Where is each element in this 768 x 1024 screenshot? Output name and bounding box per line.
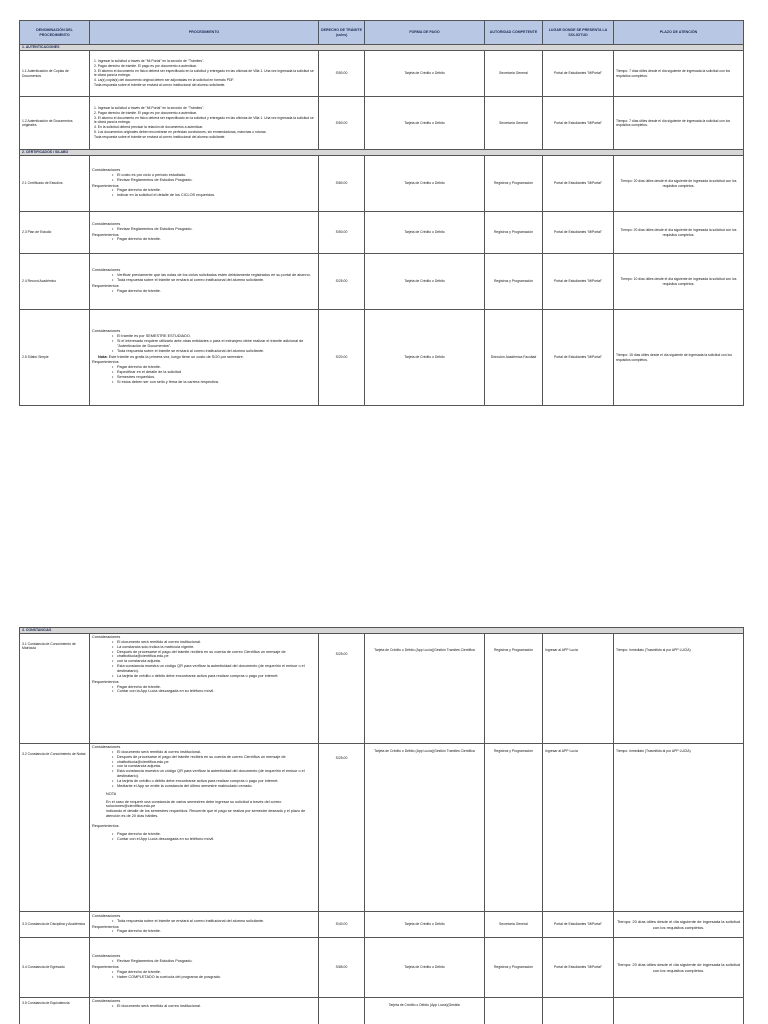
table-row (20, 156, 744, 212)
consideration-item: • Toda respuesta sobre el trámite se enviará al correo institucional del alumno solicitante. (117, 349, 316, 354)
fee-cell: S/20.00 (319, 310, 365, 406)
consideration-item: • El documento será remitido al correo institucional. (117, 750, 316, 755)
nota-text: En el caso de requerir una constancia de varios semestres debe ingresar su solicitud a través del correo (106, 799, 282, 804)
table-row (20, 51, 744, 97)
note-label: Nota: (98, 354, 108, 359)
header-deadline: PLAZO DE ATENCIÓN (614, 21, 744, 45)
consideration-item: • La constancia solo indica la matrícula vigente. (117, 645, 316, 650)
payment-cell: Tarjeta de Crédito o Débito (365, 310, 485, 406)
requirements-label: Requerimientos (92, 824, 119, 829)
place-cell: Portal de Estudiantes "MiPortal" (543, 938, 614, 998)
authority-cell: Registros y Programación (485, 254, 543, 310)
table-row (20, 310, 744, 406)
requirement-item: • Haber COMPLETADO la currícula del programa de posgrado. (117, 975, 316, 980)
authority-cell: Dirección Académica Facultad (485, 310, 543, 406)
section-1-title: 1. AUTENTICACIONES (20, 45, 744, 51)
procedure-details (90, 310, 319, 406)
fee-cell: S/25.00 (319, 634, 365, 744)
consideration-item: • Revisar Reglamentos de Estudios Posgrado. (117, 227, 316, 232)
requirement-item: • Especificar en el detalle de la solicitud (117, 370, 316, 375)
considerations-label: Consideraciones (92, 221, 121, 226)
procedure-steps (90, 51, 319, 97)
place-cell: Portal de Estudiantes "MiPortal" (543, 51, 614, 97)
header-procedure: PROCEDIMIENTO (90, 21, 319, 45)
place-cell: Ingresar al APP Lucía (543, 634, 614, 744)
note (98, 355, 316, 360)
considerations-label: Consideraciones (92, 954, 121, 959)
requirements-label: Requerimientos (92, 183, 119, 188)
requirements-label: Requerimientos (92, 360, 119, 365)
header-row (20, 21, 744, 45)
procedure-name: 2.1 Certificado de Estudios (20, 156, 90, 212)
table-row (20, 912, 744, 938)
consideration-item: • Después de procesarse el pago del trámite recibirá en su cuenta de correo Científica un mensaje de (117, 650, 316, 655)
consideration-item: • Después de procesarse el pago del trámite recibirá en su cuenta de correo Científica un mensaje de (117, 755, 316, 760)
procedure-name: 3.3 Constancia de Disciplina y Académica (20, 912, 90, 938)
consideration-item: • Toda respuesta sobre el trámite se enviará al correo institucional del alumno solicitante. (117, 919, 316, 924)
procedure-details (90, 912, 319, 938)
deadline-cell: Tiempo: 20 días útiles desde el día siguiente de ingresada la solicitud con los requisitos completos. (614, 912, 744, 938)
requirement-item: • Indicar en la solicitud el detalle de los CICLOS requeridos. (117, 193, 316, 198)
consideration-item: • Mediante el App se emite la constancia del último semestre matriculado cerrado. (117, 784, 316, 789)
nota-block (106, 792, 316, 819)
page-2 (0, 600, 768, 1024)
deadline-cell: Tiempo: 7 días útiles desde el día siguiente de ingresada la solicitud con los requisitos completos. (614, 97, 744, 150)
place-cell: Portal de Estudiantes "MiPortal" (543, 254, 614, 310)
payment-cell: Tarjeta de Crédito o Débito (365, 97, 485, 150)
requirement-item: • Contar con la App Lucía descargada en su teléfono móvil. (117, 689, 316, 694)
requirement-item: • Pagar derecho de trámite. (117, 289, 316, 294)
nota-title: NOTA (106, 791, 117, 796)
requirement-item: • Semestres requeridos. (117, 375, 316, 380)
procedures-table-page-1 (19, 20, 744, 406)
requirements-label: Requerimientos (92, 283, 119, 288)
deadline-cell: Tiempo: Inmediato (Trasmitido al por APP LUCÍA) (614, 744, 744, 912)
deadline-cell: Tiempo: 10 días útiles desde el día siguiente de ingresada la solicitud con los requisitos completos. (614, 254, 744, 310)
nota-text-2: indicando el detalle de los semestres requeridos. Recuerde que el pago se realiza por semestre deseado y el plazo de atención es de 20 días hábiles. (106, 809, 306, 819)
fee-cell: S/25.00 (319, 744, 365, 912)
fee-cell (319, 998, 365, 1024)
consideration-item: • con la constancia adjunta. (117, 659, 316, 664)
requirement-item: • Pagar derecho de trámite. (117, 929, 316, 934)
requirement-item: • Contar con el App Lucía descargada en su teléfono móvil. (117, 837, 316, 842)
authority-cell: Secretaría General (485, 51, 543, 97)
table-row (20, 744, 744, 912)
consideration-item: • Revisar Reglamentos de Estudios Posgrado. (117, 959, 316, 964)
procedure-name: 1.1 Autenticación de Copias de Documentos (20, 51, 90, 97)
consideration-item: • Esta constancia muestra un código QR para verificar la autenticidad del documento (de requerirlo el emisor o el destinatario). (117, 664, 316, 674)
place-cell: Portal de Estudiantes "MiPortal" (543, 97, 614, 150)
procedure-details (90, 938, 319, 998)
deadline-cell: Tiempo: 20 días útiles desde el día siguiente de ingresada la solicitud con los requisitos completos. (614, 938, 744, 998)
procedure-name: 2.4 Record Académico (20, 254, 90, 310)
payment-cell: Tarjeta de Crédito o Débito (365, 254, 485, 310)
note-text: Este trámite es gratis la primera vez, luego tiene un costo de S/20 por semestre. (108, 354, 244, 359)
deadline-cell: Tiempo: 20 días útiles desde el día siguiente de ingresada la solicitud con los requisitos completos. (614, 212, 744, 254)
authority-cell: Registros y Programación (485, 938, 543, 998)
consideration-item: • El documento será remitido al correo institucional. (117, 1004, 316, 1009)
table-row (20, 97, 744, 150)
procedure-name: 3.4 Constancia de Egresado (20, 938, 90, 998)
deadline-cell: Tiempo: 7 días útiles desde el día siguiente de ingresada la solicitud con los requisitos completos. (614, 51, 744, 97)
considerations-label: Consideraciones (92, 268, 121, 273)
deadline-cell: Tiempo: 15 días útiles desde el día siguiente de ingresada la solicitud con los requisitos completos. (614, 310, 744, 406)
payment-cell: Tarjeta de Crédito o Débito (365, 51, 485, 97)
step: 4. En la solicitud deberá precisar la relación de documentos a autenticar. (94, 125, 204, 130)
place-cell (543, 998, 614, 1024)
step: 5. Los documentos originales deben encontrarse en perfectas condiciones, sin enmendaduras, manchas o roturas. (94, 130, 267, 135)
authority-cell: Secretaría General (485, 97, 543, 150)
fee-cell: S/25.00 (319, 254, 365, 310)
procedure-steps (90, 97, 319, 150)
consideration-item: • El costo es por ciclo o periodo estudiado. (117, 173, 316, 178)
consideration-item: • con la constancia adjunta. (117, 764, 316, 769)
considerations-label: Consideraciones (92, 745, 121, 749)
requirements-label: Requerimientos (92, 924, 119, 929)
place-cell: Portal de Estudiantes "MiPortal" (543, 212, 614, 254)
payment-cell: Tarjeta de Crédito o Débito (365, 156, 485, 212)
payment-cell: Tarjeta de Crédito o Débito (App Lucía)(Gestión Tramites Científica (365, 634, 485, 744)
deadline-cell: Tiempo: 20 días útiles desde el día siguiente de ingresada la solicitud con los requisitos completos. (614, 156, 744, 212)
authority-cell: Registros y Programación (485, 634, 543, 744)
step: 1. Ingresar la solicitud a través de "Mi Portal" en la sección de "Trámites". (94, 58, 205, 63)
step: Toda respuesta sobre el trámite se enviará al correo institucional del alumno solicitante. (94, 83, 226, 88)
procedure-details (90, 634, 319, 744)
consideration-item: • Esta constancia muestra un código QR para verificar la autenticidad del documento (de requerirlo el emisor o el destinatario). (117, 769, 316, 779)
consideration-item: • Toda respuesta sobre el trámite se enviará al correo institucional del alumno solicitante. (117, 278, 316, 283)
section-3-title: 3. CONSTANCIAS (20, 628, 744, 634)
header-name: DENOMINACIÓN DEL PROCEDIMIENTO (20, 21, 90, 45)
considerations-label: Consideraciones (92, 167, 121, 172)
place-cell: Portal de Estudiantes "MiPortal" (543, 310, 614, 406)
deadline-cell (614, 998, 744, 1024)
fee-cell: S/85.00 (319, 938, 365, 998)
payment-cell: Tarjeta de Crédito o Débito (365, 912, 485, 938)
step: 3. El alumno el documento en físico deberá ser especificado en la solicitud y entregado en las oficinas de Villa 1. Una vez ingresada la solicitud se le citará para la entrega. (94, 68, 314, 78)
table-row (20, 254, 744, 310)
requirement-item: • Pagar derecho de trámite. (117, 970, 316, 975)
consideration-item: • chatbotlucia@cientifica.edu.pe (117, 654, 316, 659)
step: Toda respuesta sobre el trámite se enviará al correo institucional del alumno solicitante. (94, 135, 226, 140)
procedure-details (90, 254, 319, 310)
requirements-label: Requerimientos (92, 232, 119, 237)
procedure-name: 1.2 Autenticación de Documentos originales (20, 97, 90, 150)
step: 2. Pagar derecho de trámite. El pago es por documento a autenticar. (94, 63, 197, 68)
header-fee: DERECHO DE TRÁMITE (soles) (319, 21, 365, 45)
requirements-label: Requerimientos (92, 965, 119, 970)
authority-cell: Registros y Programación (485, 744, 543, 912)
step: 3. El alumno el documento en físico deberá ser especificado en la solicitud y entregado en las oficinas de Villa 1. Una vez ingresada la solicitud se le citará para la entrega. (94, 115, 314, 125)
payment-cell: Tarjeta de Crédito o Débito (365, 212, 485, 254)
table-row (20, 938, 744, 998)
payment-cell: Tarjeta de Crédito o Débito (App Lucía)(Gestión Tramites Científica (365, 744, 485, 912)
header-payment: FORMA DE PAGO (365, 21, 485, 45)
considerations-label: Consideraciones (92, 329, 121, 334)
fee-cell: S/80.00 (319, 156, 365, 212)
table-row (20, 634, 744, 744)
authority-cell (485, 998, 543, 1024)
procedure-name: 3.2 Constancia de Conocimiento de Notas (20, 744, 90, 912)
procedure-details (90, 744, 319, 912)
consideration-item: • La tarjeta de crédito o débito debe encontrarse activa para realizar compras o pago por internet. (117, 779, 316, 784)
payment-cell: Tarjeta de Crédito o Débito (App Lucía)(Gestión (365, 998, 485, 1024)
procedures-table-page-2 (19, 627, 744, 1024)
consideration-item: • Verificar previamente que las notas de los ciclos solicitados estén debidamente registrados en su portal de alumno. (117, 273, 316, 278)
authority-cell: Secretaría General (485, 912, 543, 938)
fee-cell: S/50.00 (319, 212, 365, 254)
requirement-item: • Pagar derecho de trámite. (117, 237, 316, 242)
requirements-label: Requerimientos (92, 679, 119, 684)
procedure-name: 3.1 Constancia de Conocimiento de Matrícula (20, 634, 90, 744)
consideration-item: • El documento será remitido al correo institucional. (117, 640, 316, 645)
place-cell: Portal de Estudiantes "MiPortal" (543, 912, 614, 938)
table-row (20, 998, 744, 1024)
requirement-item: • Pagar derecho de trámite. (117, 365, 316, 370)
header-place: LUGAR DONDE SE PRESENTA LA SOLICITUD (543, 21, 614, 45)
place-cell: Ingresar al APP Lucía (543, 744, 614, 912)
procedure-name: 3.5 Constancia de Equivalencia (20, 998, 90, 1024)
header-authority: AUTORIDAD COMPETENTE (485, 21, 543, 45)
table-row (20, 212, 744, 254)
authority-cell: Registros y Programación (485, 212, 543, 254)
procedure-name: 2.3 Plan de Estudio (20, 212, 90, 254)
consideration-item: • Si el interesado requiere utilizarlo ante otras entidades o para el extranjero debe realizar el trámite adicional de "Autenticación de Documentos". (117, 339, 316, 349)
authority-cell: Registros y Programación (485, 156, 543, 212)
procedure-name: 2.5 Sílabo Simple (20, 310, 90, 406)
fee-cell: S/50.00 (319, 51, 365, 97)
requirement-item: • Pagar derecho de trámite. (117, 832, 316, 837)
considerations-label: Consideraciones (92, 913, 121, 918)
step: 1. Ingresar la solicitud a través de "Mi Portal" en la sección de "Trámites". (94, 105, 205, 110)
procedure-details (90, 212, 319, 254)
procedure-details (90, 998, 319, 1024)
considerations-label: Consideraciones (92, 635, 121, 639)
requirement-item: • Pagar derecho de trámite. (117, 685, 316, 690)
fee-cell: S/50.00 (319, 97, 365, 150)
step: 4. La(s) copia(s) del documento original deben ser adjuntadas en la solicitud en formato PDF. (94, 78, 235, 83)
place-cell: Portal de Estudiantes "MiPortal" (543, 156, 614, 212)
nota-email: soluciones@cientifica.edu.pe (106, 804, 156, 809)
considerations-label: Consideraciones (92, 999, 121, 1003)
requirement-item: • Pagar derecho de trámite. (117, 188, 316, 193)
consideration-item: • chatbotlucia@cientifica.edu.pe (117, 760, 316, 765)
consideration-item: • La tarjeta de crédito o débito debe encontrarse activa para realizar compras o pago por internet. (117, 674, 316, 679)
payment-cell: Tarjeta de Crédito o Débito (365, 938, 485, 998)
consideration-item: • El trámite es por SEMESTRE ESTUDIADO. (117, 334, 316, 339)
requirement-item: • Sí estos deben ser con sello y firma de la carrera respectiva. (117, 380, 316, 385)
step: 2. Pagar derecho de trámite. El pago es por documento a autenticar. (94, 110, 197, 115)
fee-cell: S/40.00 (319, 912, 365, 938)
procedure-details (90, 156, 319, 212)
consideration-item: • Revisar Reglamentos de Estudios Posgrado. (117, 178, 316, 183)
deadline-cell: Tiempo: Inmediato (Trasmitido al por APP LUCÍA) (614, 634, 744, 744)
section-2-title: 2. CERTIFICADOS / SILABO (20, 150, 744, 156)
